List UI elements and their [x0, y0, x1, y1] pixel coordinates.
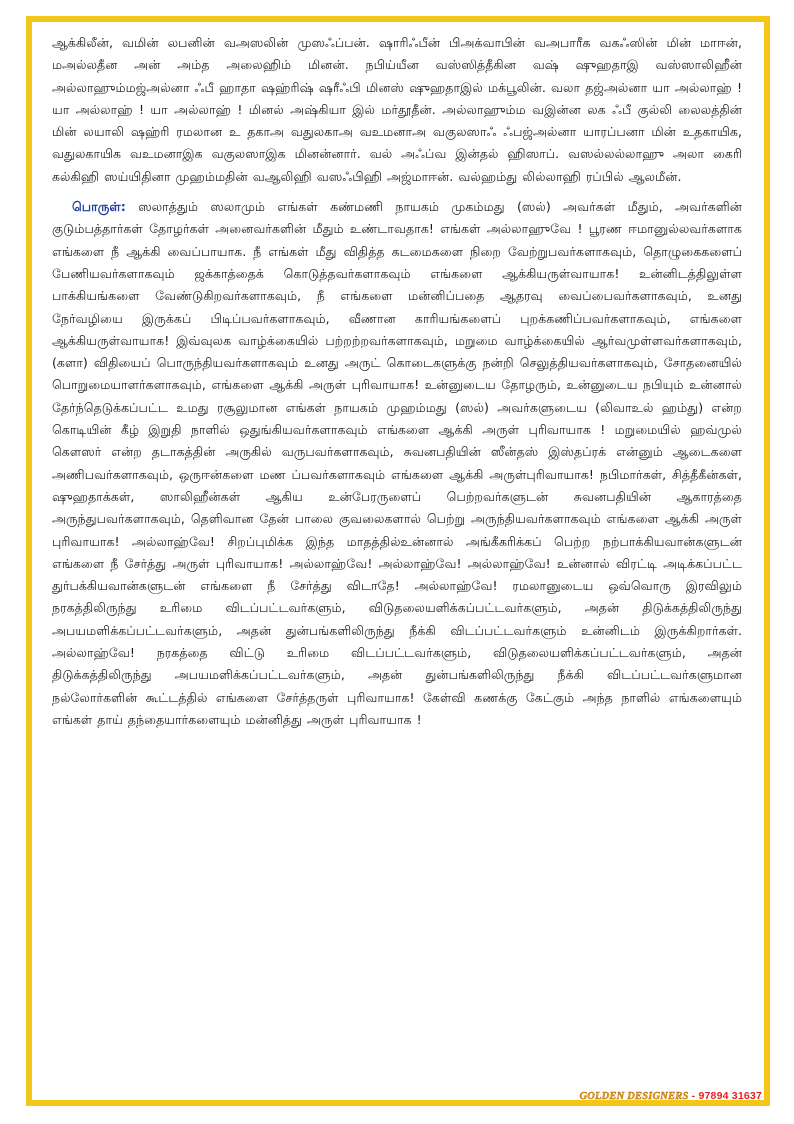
meaning-label: பொருள்: [72, 199, 126, 215]
designer-credit [579, 1090, 762, 1102]
arabic-transliteration-paragraph: ஆக்கிலீன், வமின் லபனின் வஅஸலின் முஸஃப்பன். ஷாரிஃபீன் பிஅக்வாபின் வஅபாரீக வகஃஸின் மின் மாஈன், மஅல்லதீன அன் அம்த அலைஹிம் மினன். நபிய்யீன வஸ்ஸித்தீகின வஷ் ஷுஹதாஇ வஸ்ஸாலிஹீன் அல்லாஹும்மஜ்அல்னா ஃபீ ஹாதா ஷஹ்ரிஷ் ஷரீஃபி மினஸ் ஷுஹதாஇல் மக்பூலின். வலா தஜ்அல்னா யா அல்லாஹ் ! யா அல்லாஹ் ! யா அல்லாஹ் ! மினல் அஷ்கியா இல் மர்தூதீன். அல்லாஹும்ம வஇன்ன லக ஃபீ குல்லி லைலத்தின் மின் லயாலி ஷஹ்ரி ரமலான உ தகாஅ வதுலகாஅ வஉமனாஅ வகுலஸாஃ ஃபஜ்அல்னா யாரப்பனா மின் உதகாயிக, வதுலகாயிக வஉமனாஇக வகுலஸாஇக மினன்னார். வல் அஃப்வ இன்தல் ஹிஸாப். வஸல்லல்லாஹு அலா கைரி கல்கிஹி ஸய்யிதினா முஹம்மதின் வஆலிஹி வஸஃபிஹி அஜ்மாஈன். வல்ஹம்து லில்லாஹி ரப்பில் ஆலமீன். [52, 35, 742, 184]
designer-logo: GOLDEN DESIGNERS [579, 1091, 689, 1102]
document-body [52, 32, 742, 731]
meaning-text: ஸலாத்தும் ஸலாமும் எங்கள் கண்மணி நாயகம் முகம்மது (ஸல்) அவர்கள் மீதும், அவர்களின் குடும்பத்தார்கள் தோழர்கள் அனைவர்களின் மீதும் உண்டாவதாக! எங்கள் அல்லாஹுவே ! பூரண ஈமானுல்லவர்களாக எங்களை நீ ஆக்கி வைப்பாயாக. நீ எங்கள் மீது விதித்த கடமைகளை நிறை வேற்றுபவர்களாகவும், தொழுகைகளைப் பேணியவர்களாகவும் ஜக்காத்தைக் கொடுத்தவர்களாகவும் எங்களை ஆக்கியருள்வாயாக! உன்னிடத்திலுள்ள பாக்கியங்களை வேண்டுகிறவர்களாகவும், நீ எங்களை மன்னிப்பதை ஆதரவு வைப்பைவர்களாகவும், உனது நேர்வழியை இருக்கப் பிடிப்பவர்களாகவும், வீணான காரியங்களைப் புறக்கணிப்பவர்களாகவும், எங்களை ஆக்கியருள்வாயாக! இவ்வுலக வாழ்க்கையில் பற்றற்றவர்களாகவும், மறுமை வாழ்க்கையில் ஆர்வமுள்ளவர்களாகவும், (களா) விதியைப் பொருந்தியவர்களாகவும் உனது அருட் கொடைகளுக்கு நன்றி செலுத்தியவர்களாகவும், சோதனையில் பொறுமையாளர்களாகவும், எங்களை ஆக்கி அருள் புரிவாயாக! உன்னுடைய தோழரும், உன்னுடைய நபியும் உன்னால் தேர்ந்தெடுக்கப்பட்ட உமது ரசூலுமான எங்கள் நாயகம் முஹம்மது (ஸல்) அவர்களுடைய (லிவாஉல் ஹம்து) என்ற கொடியின் கீழ் இறுதி நாளில் ஒதுங்கியவர்களாகவும் எங்களை ஆக்கி அருள் புரிவாயாக ! மறுமையில் ஹவ்முல் கெளஸர் என்ற தடாகத்தின் அருகில் வருபவர்களாகவும், சுவனபதியின் ஸீன்தஸ் இஸ்தப்ரக் என்னும் ஆடைகளை அணிபவர்களாகவும், ஒருஈன்களை மண ப்பவர்களாகவும் எங்களை ஆக்கி அருள்புரிவாயாக! நபிமார்கள், சித்தீகீன்கள், ஷுஹதாக்கள், ஸாலிஹீன்கள் ஆகிய உன்பேரருளைப் பெற்றவர்களுடன் சுவனபதியின் ஆகாரத்தை அருந்துபவர்களாகவும், தெளிவான தேன் பாலை குவலைகளால் பெற்று அருந்தியவர்களாகவும் எங்களை ஆக்கி அருள் புரிவாயாக! அல்லாஹ்வே! சிறப்புமிக்க இந்த மாதத்தில்உன்னால் அங்கீகரிக்கப் பெற்ற நற்பாக்கியவான்களுடன் எங்களை நீ சேர்த்து அருள் புரிவாயாக! அல்லாஹ்வே! அல்லாஹ்வே! அல்லாஹ்வே! உன்னால் விரட்டி அடிக்கப்பட்ட துர்பக்கியவான்களுடன் எங்களை நீ சேர்த்து விடாதே! அல்லாஹ்வே! ரமலானுடைய ஒவ்வொரு இரவிலும் நரகத்திலிருந்து உரிமை விடப்பட்டவர்களும், விடுதலையளிக்கப்பட்டவர்களும், அதன் திடுக்கத்திலிருந்து அபயமளிக்கப்பட்டவர்களும், அதன் துன்பங்களிலிருந்து நீக்கி விடப்பட்டவர்களும் உன்னிடம் இருக்கிறார்கள். அல்லாஹ்வே! நரகத்தை விட்டு உரிமை விடப்பட்டவர்களும், விடுதலையளிக்கப்பட்டவர்களும், அதன் திடுக்கத்திலிருந்து அபயமளிக்கப்பட்டவர்களும், அதன் துன்பங்களிலிருந்து நீக்கி விடப்பட்டவர்களுமான நல்லோர்களின் கூட்டத்தில் எங்களை சேர்த்தருள் புரிவாயாக! கேள்வி கணக்கு கேட்கும் அந்த நாளில் எங்களையும் எங்கள் தாய் தந்தையார்களையும் மன்னித்து அருள் புரிவாயாக ! [52, 199, 742, 727]
meaning-paragraph [52, 196, 742, 731]
designer-phone: - 97894 31637 [688, 1090, 762, 1102]
